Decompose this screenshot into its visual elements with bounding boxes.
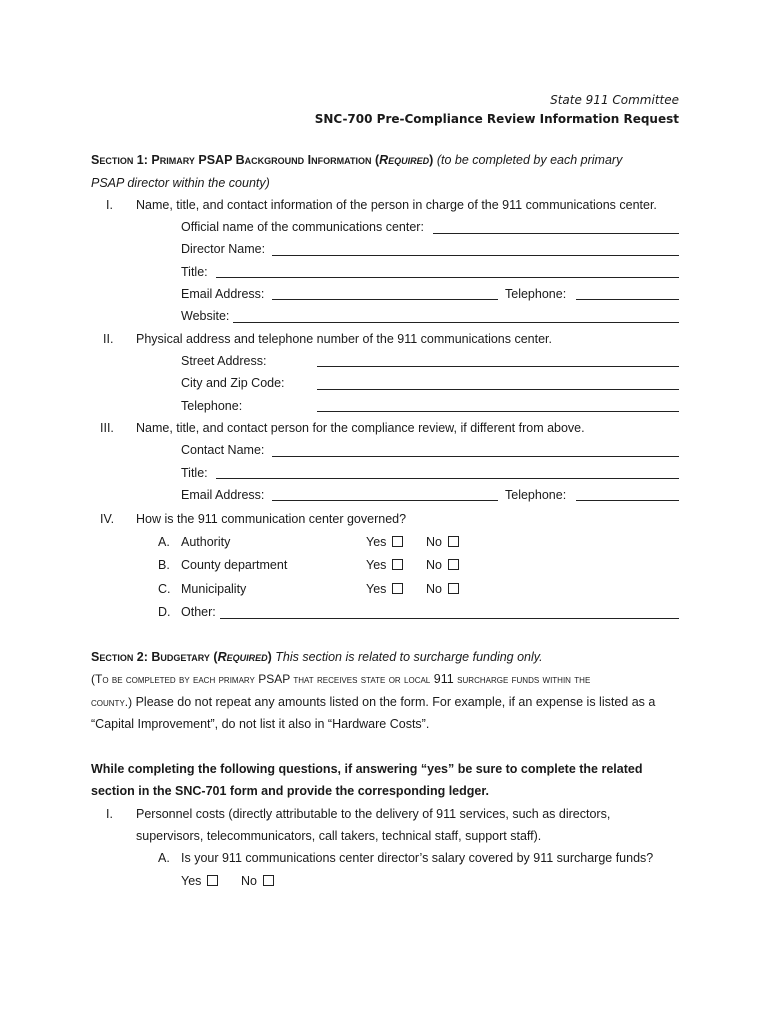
official-name-label: Official name of the communications center: bbox=[181, 220, 424, 234]
section2-required: Required bbox=[217, 650, 268, 664]
no-label: No bbox=[426, 582, 442, 596]
no-checkbox[interactable] bbox=[448, 559, 459, 570]
option-label: Authority bbox=[181, 535, 231, 549]
title-field[interactable] bbox=[216, 277, 679, 278]
other-letter: D. bbox=[158, 605, 171, 619]
no-label: No bbox=[426, 558, 442, 572]
item2-text: Physical address and telephone number of the 911 communications center. bbox=[136, 332, 552, 346]
section2-req-close: ) bbox=[267, 650, 272, 664]
section1-note2: PSAP director within the county) bbox=[91, 176, 270, 190]
contact-title-field[interactable] bbox=[216, 478, 679, 479]
contact-email-label: Email Address: bbox=[181, 488, 265, 502]
section1-title: Section 1: Primary PSAP Background Information bbox=[91, 153, 372, 167]
qa-text: Is your 911 communications center director’s salary covered by 911 surcharge funds? bbox=[181, 851, 654, 865]
instruction-line1: While completing the following questions, if answering “yes” be sure to complete the related bbox=[91, 762, 643, 776]
s2-item1-num: I. bbox=[106, 807, 113, 821]
yes-label: Yes bbox=[366, 535, 387, 549]
item3-text: Name, title, and contact person for the compliance review, if different from above. bbox=[136, 421, 585, 435]
yes-label: Yes bbox=[181, 874, 202, 888]
form-title: SNC-700 Pre-Compliance Review Information Request bbox=[314, 112, 679, 126]
no-label: No bbox=[426, 535, 442, 549]
section1-required: Required bbox=[379, 153, 430, 167]
no-checkbox[interactable] bbox=[263, 875, 274, 886]
yes-label: Yes bbox=[366, 558, 387, 572]
contact-title-label: Title: bbox=[181, 466, 208, 480]
option-no bbox=[426, 558, 459, 572]
section1-heading bbox=[91, 153, 622, 167]
title-label: Title: bbox=[181, 265, 208, 279]
center-telephone-label: Telephone: bbox=[181, 399, 243, 413]
s2-item1-line1: Personnel costs (directly attributable to the delivery of 911 services, such as directors, bbox=[136, 807, 611, 821]
center-telephone-field[interactable] bbox=[317, 411, 679, 412]
section2-heading bbox=[91, 650, 543, 664]
item1-text: Name, title, and contact information of the person in charge of the 911 communications center. bbox=[136, 198, 657, 212]
option-no bbox=[426, 582, 459, 596]
director-name-field[interactable] bbox=[272, 255, 679, 256]
item4-num: IV. bbox=[100, 512, 115, 526]
contact-telephone-label: Telephone: bbox=[505, 488, 567, 502]
section1-note1: (to be completed by each primary bbox=[436, 153, 623, 167]
no-label: No bbox=[241, 874, 257, 888]
website-field[interactable] bbox=[233, 322, 679, 323]
section1-req-open: ( bbox=[374, 153, 380, 167]
option-letter: B. bbox=[158, 558, 170, 572]
city-zip-label: City and Zip Code: bbox=[181, 376, 285, 390]
email-field[interactable] bbox=[272, 299, 498, 300]
section2-req-open: ( bbox=[213, 650, 218, 664]
other-label: Other: bbox=[181, 605, 216, 619]
section2-para2-rest: Please do not repeat any amounts listed on the form. For example, if an expense is listed as a bbox=[135, 695, 656, 709]
section2-para-line1 bbox=[91, 672, 590, 686]
item2-num: II. bbox=[103, 332, 114, 346]
section2-para-line2 bbox=[91, 695, 655, 709]
instruction-line2: section in the SNC-701 form and provide the corresponding ledger. bbox=[91, 784, 489, 798]
section2-para-sc: (To be completed by each primary PSAP that receives state or local bbox=[91, 672, 431, 686]
section1-req-close: ) bbox=[429, 153, 434, 167]
section2-title: Section 2: Budgetary bbox=[91, 650, 210, 664]
contact-email-field[interactable] bbox=[272, 500, 498, 501]
item4-text: How is the 911 communication center governed? bbox=[136, 512, 407, 526]
section2-para2-sc: county.) bbox=[91, 695, 133, 709]
item3-num: III. bbox=[100, 421, 114, 435]
contact-telephone-field[interactable] bbox=[576, 500, 679, 501]
option-letter: A. bbox=[158, 535, 170, 549]
yes-checkbox[interactable] bbox=[392, 583, 403, 594]
city-zip-field[interactable] bbox=[317, 389, 679, 390]
website-label: Website: bbox=[181, 309, 230, 323]
contact-name-field[interactable] bbox=[272, 456, 679, 457]
yes-checkbox[interactable] bbox=[392, 559, 403, 570]
qa-letter: A. bbox=[158, 851, 170, 865]
section2-para-end: surcharge funds within the bbox=[457, 672, 591, 686]
other-field[interactable] bbox=[220, 618, 679, 619]
no-checkbox[interactable] bbox=[448, 536, 459, 547]
official-name-field[interactable] bbox=[433, 233, 679, 234]
option-label: Municipality bbox=[181, 582, 247, 596]
option-yes bbox=[366, 558, 403, 572]
contact-name-label: Contact Name: bbox=[181, 443, 265, 457]
street-field[interactable] bbox=[317, 366, 679, 367]
no-checkbox[interactable] bbox=[448, 583, 459, 594]
section2-note: This section is related to surcharge funding only. bbox=[275, 650, 543, 664]
email-label: Email Address: bbox=[181, 287, 265, 301]
org-name: State 911 Committee bbox=[550, 93, 679, 107]
qa-no bbox=[241, 874, 274, 888]
director-name-label: Director Name: bbox=[181, 242, 266, 256]
qa-yes bbox=[181, 874, 218, 888]
street-label: Street Address: bbox=[181, 354, 267, 368]
option-yes bbox=[366, 535, 403, 549]
yes-label: Yes bbox=[366, 582, 387, 596]
item1-num: I. bbox=[106, 198, 113, 212]
telephone-label: Telephone: bbox=[505, 287, 567, 301]
yes-checkbox[interactable] bbox=[392, 536, 403, 547]
option-no bbox=[426, 535, 459, 549]
s2-item1-line2: supervisors, telecommunicators, call takers, technical staff, support staff). bbox=[136, 829, 542, 843]
option-yes bbox=[366, 582, 403, 596]
option-letter: C. bbox=[158, 582, 171, 596]
section2-para-911: 911 bbox=[433, 672, 454, 686]
telephone-field[interactable] bbox=[576, 299, 679, 300]
option-label: County department bbox=[181, 558, 288, 572]
section2-para-line3: “Capital Improvement”, do not list it also in “Hardware Costs”. bbox=[91, 717, 430, 731]
yes-checkbox[interactable] bbox=[207, 875, 218, 886]
